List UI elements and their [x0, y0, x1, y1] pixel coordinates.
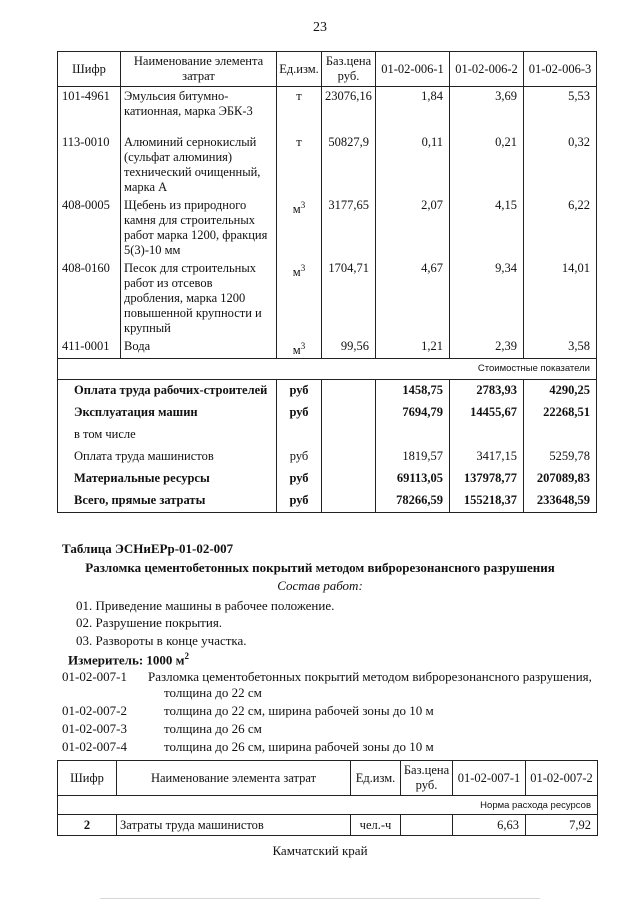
- summary-row: [58, 446, 597, 468]
- row-value-1: 4,67: [376, 259, 450, 337]
- header-price: Баз.цена руб.: [322, 52, 376, 87]
- row-name: Щебень из природного камня для строительных работ марка 1200, фракция 5(3)-10 мм: [121, 196, 277, 259]
- summary-value-3: 22268,51: [524, 402, 597, 424]
- row-value-3: 14,01: [524, 259, 597, 337]
- summary-price: [322, 490, 376, 513]
- header-code: Шифр: [58, 761, 117, 796]
- row-code: 408-0160: [58, 259, 121, 337]
- header-price: Баз.цена руб.: [401, 761, 453, 796]
- unit-text: м: [292, 264, 301, 279]
- summary-value-2: 3417,15: [450, 446, 524, 468]
- item-code: 01-02-007-3: [62, 721, 127, 736]
- row-code: 411-0001: [58, 337, 121, 359]
- summary-value-2: [450, 424, 524, 446]
- unit-superscript: 3: [300, 199, 306, 210]
- item-text-continuation: толщина до 22 см: [164, 685, 262, 700]
- row-code: 113-0010: [58, 133, 121, 196]
- table-row: [58, 133, 597, 196]
- unit-text: м: [292, 201, 301, 216]
- summary-label: Оплата труда машинистов: [58, 446, 277, 468]
- work-step: 02. Разрушение покрытия.: [76, 615, 223, 630]
- item-code: 01-02-007-2: [62, 703, 127, 718]
- cost-indicators-label: Стоимостные показатели: [58, 358, 597, 379]
- row-price: 1704,71: [322, 259, 376, 337]
- summary-unit: руб: [277, 446, 322, 468]
- table-title: Таблица ЭСНиЕРр-01-02-007: [62, 541, 234, 556]
- row-price: 50827,9: [322, 133, 376, 196]
- row-value-2: 0,21: [450, 133, 524, 196]
- row-value-2: 7,92: [526, 815, 598, 836]
- header-col-1: 01-02-007-1: [453, 761, 526, 796]
- scan-edge-line: [100, 898, 540, 899]
- row-value-1: 1,84: [376, 87, 450, 133]
- row-value-3: 3,58: [524, 337, 597, 359]
- row-value-2: 9,34: [450, 259, 524, 337]
- row-value-1: 0,11: [376, 133, 450, 196]
- row-unit: [277, 259, 322, 337]
- summary-row: [58, 379, 597, 402]
- header-name: Наименование элемента затрат: [117, 761, 351, 796]
- page-number: 23: [313, 20, 327, 35]
- row-unit: [277, 337, 322, 359]
- summary-label: Материальные ресурсы: [58, 468, 277, 490]
- summary-label: Оплата труда рабочих-строителей: [58, 379, 277, 402]
- summary-price: [322, 402, 376, 424]
- header-col-2: 01-02-006-2: [450, 52, 524, 87]
- item-text: Разломка цементобетонных покрытий методом виброрезонансного разрушения,: [148, 669, 592, 684]
- row-value-1: 1,21: [376, 337, 450, 359]
- row-value-3: 5,53: [524, 87, 597, 133]
- summary-value-3: 207089,83: [524, 468, 597, 490]
- table-header-row: [58, 52, 597, 87]
- row-value-2: 2,39: [450, 337, 524, 359]
- summary-unit: руб: [277, 402, 322, 424]
- norm-row: [58, 796, 598, 815]
- work-step: 03. Развороты в конце участка.: [76, 633, 247, 648]
- table-row: [58, 815, 598, 836]
- table-row: [58, 87, 597, 133]
- row-value-3: 6,22: [524, 196, 597, 259]
- row-name: Затраты труда машинистов: [117, 815, 351, 836]
- item-text: толщина до 26 см: [164, 721, 262, 736]
- row-price: [401, 815, 453, 836]
- meter-label: [68, 651, 189, 668]
- table-row: [58, 337, 597, 359]
- region-footer: Камчатский край: [272, 843, 368, 858]
- summary-price: [322, 424, 376, 446]
- header-name: Наименование элемента затрат: [121, 52, 277, 87]
- row-value-3: 0,32: [524, 133, 597, 196]
- row-name: Вода: [121, 337, 277, 359]
- row-name: Алюминий сернокислый (сульфат алюминия) технический очищенный, марка А: [121, 133, 277, 196]
- item-text: толщина до 22 см, ширина рабочей зоны до 10 м: [164, 703, 434, 718]
- row-value-1: 6,63: [453, 815, 526, 836]
- row-unit: т: [277, 87, 322, 133]
- row-code: 2: [58, 815, 117, 836]
- row-name: Эмульсия битумно-катионная, марка ЭБК-3: [121, 87, 277, 133]
- norm-label: Норма расхода ресурсов: [58, 796, 598, 815]
- summary-label: Всего, прямые затраты: [58, 490, 277, 513]
- summary-row: [58, 424, 597, 446]
- summary-price: [322, 446, 376, 468]
- summary-value-1: [376, 424, 450, 446]
- summary-value-2: 2783,93: [450, 379, 524, 402]
- row-unit: т: [277, 133, 322, 196]
- row-price: 3177,65: [322, 196, 376, 259]
- unit-text: м: [292, 342, 301, 357]
- summary-value-2: 14455,67: [450, 402, 524, 424]
- summary-unit: руб: [277, 379, 322, 402]
- summary-unit: [277, 424, 322, 446]
- row-value-2: 3,69: [450, 87, 524, 133]
- header-unit: Ед.изм.: [277, 52, 322, 87]
- header-col-2: 01-02-007-2: [526, 761, 598, 796]
- header-code: Шифр: [58, 52, 121, 87]
- summary-value-3: [524, 424, 597, 446]
- resources-table-006: [57, 51, 597, 513]
- summary-value-1: 1458,75: [376, 379, 450, 402]
- summary-row: [58, 490, 597, 513]
- work-step: 01. Приведение машины в рабочее положение.: [76, 598, 335, 613]
- summary-value-2: 137978,77: [450, 468, 524, 490]
- summary-value-1: 69113,05: [376, 468, 450, 490]
- table-header-row: [58, 761, 598, 796]
- summary-price: [322, 379, 376, 402]
- meter-superscript: 2: [184, 651, 190, 661]
- summary-label: Эксплуатация машин: [58, 402, 277, 424]
- item-code: 01-02-007-4: [62, 739, 127, 754]
- row-name: Песок для строительных работ из отсевов дробления, марка 1200 повышенной крупности и крупный: [121, 259, 277, 337]
- summary-value-1: 78266,59: [376, 490, 450, 513]
- unit-superscript: 3: [300, 340, 306, 351]
- work-composition-title: Состав работ:: [277, 578, 363, 593]
- resources-table-007: [57, 760, 598, 836]
- header-col-1: 01-02-006-1: [376, 52, 450, 87]
- summary-price: [322, 468, 376, 490]
- section-heading: Разломка цементобетонных покрытий методом виброрезонансного разрушения: [85, 560, 555, 575]
- unit-superscript: 3: [300, 262, 306, 273]
- summary-value-3: 233648,59: [524, 490, 597, 513]
- header-col-3: 01-02-006-3: [524, 52, 597, 87]
- summary-value-1: 1819,57: [376, 446, 450, 468]
- row-code: 101-4961: [58, 87, 121, 133]
- item-text: толщина до 26 см, ширина рабочей зоны до 10 м: [164, 739, 434, 754]
- meter-text: Измеритель: 1000 м: [68, 652, 185, 668]
- header-unit: Ед.изм.: [351, 761, 401, 796]
- summary-value-2: 155218,37: [450, 490, 524, 513]
- summary-value-3: 4290,25: [524, 379, 597, 402]
- cost-indicators-row: [58, 358, 597, 379]
- summary-value-3: 5259,78: [524, 446, 597, 468]
- row-code: 408-0005: [58, 196, 121, 259]
- row-value-2: 4,15: [450, 196, 524, 259]
- summary-label: в том числе: [58, 424, 277, 446]
- summary-unit: руб: [277, 490, 322, 513]
- row-unit: [277, 196, 322, 259]
- item-code: 01-02-007-1: [62, 669, 127, 684]
- summary-row: [58, 402, 597, 424]
- row-unit: чел.-ч: [351, 815, 401, 836]
- row-price: 23076,16: [322, 87, 376, 133]
- table-row: [58, 259, 597, 337]
- table-row: [58, 196, 597, 259]
- row-value-1: 2,07: [376, 196, 450, 259]
- row-price: 99,56: [322, 337, 376, 359]
- summary-value-1: 7694,79: [376, 402, 450, 424]
- summary-row: [58, 468, 597, 490]
- summary-unit: руб: [277, 468, 322, 490]
